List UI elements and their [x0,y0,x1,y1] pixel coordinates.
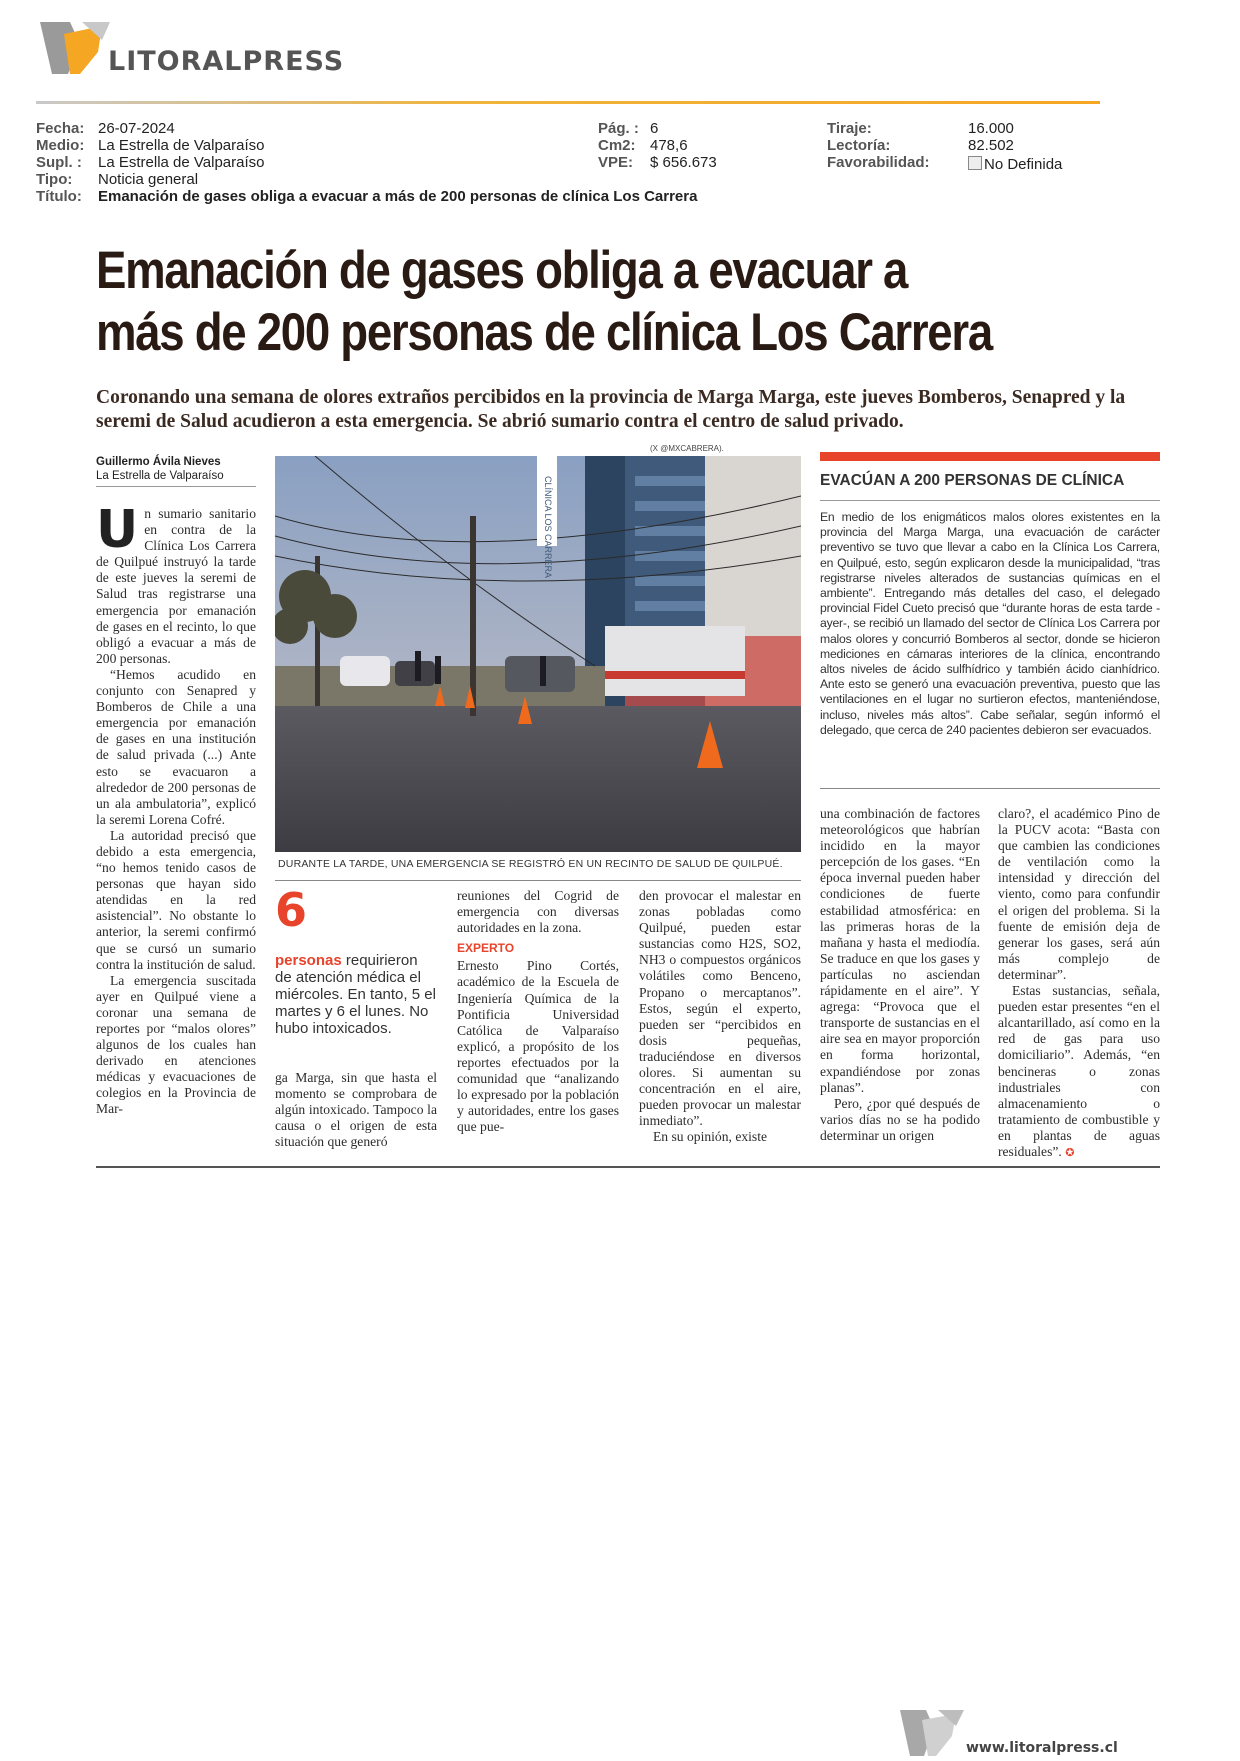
stat-text [275,952,437,1037]
sidebar-title: EVACÚAN A 200 PERSONAS DE CLÍNICA [820,472,1125,489]
byline [96,455,224,483]
medio-label: Medio: [36,137,85,154]
sidebar-text: En medio de los enigmáticos malos olores existentes en la provincia del Marga Marga, una evacuación de carácter preventivo se tuvo que llevar a cabo en la Clínica Los Carrera, en Quilpué, esto, según explicaron desde la municipalidad, “tras registrarse niveles alterados de sustancias químicas en el ambiente”. Entregando más detalles del caso, el delegado provincial Fidel Cueto precisó que “durante horas de esta tarde -ayer-, se recibió un llamado del sector de Clínica Los Carrera por malos olores y concurrió Bomberos al sector, donde se hicieron mediciones en cámaras interiores de la clínica, encontrando altos niveles de ácido sulfhídrico y también ácido cianhídrico. Ante esto se generó una evacuación preventiva, puesto que las ventilaciones en el lugar no surtieron efectos, manteniéndose, incluso, niveles más altos”. Cabe señalar, según informó el delegado, que cerca de 240 pacientes debieron ser evacuados. [820,510,1160,737]
paragraph: ga Marga, sin que hasta el momento se comprobara de algún intoxicado. Tampoco la causa o el origen de esta situación que generó [275,1070,437,1150]
author-outlet: La Estrella de Valparaíso [96,470,224,482]
lectoria-label: Lectoría: [827,137,891,154]
pag-value: 6 [650,120,659,137]
article-column-1 [96,500,256,1118]
footer-logo-mark-icon [900,1710,964,1756]
fecha-label: Fecha: [36,120,85,137]
clinic-emergency-photo [275,456,801,852]
fecha-value: 26-07-2024 [98,120,175,137]
paragraph: La emergencia suscitada ayer en Quilpué viene a coronar una semana de reportes por “malos olores” algunos de los cuales han derivado en atenciones médicas y evacuaciones de colegios en la Provincia de Mar- [96,972,256,1117]
titulo-value: Emanación de gases obliga a evacuar a más de 200 personas de clínica Los Carrera [98,188,698,205]
supl-label: Supl. : [36,154,82,171]
paragraph: den provocar el malestar en zonas pobladas como Quilpué, pueden estar sustancias como H2S, SO2, NH3 o compuestos orgánicos volátiles como Benceno, Propano o mercaptanos”. Estos, según el experto, pueden ser “percibidos en dosis pequeñas, traduciéndose en diversos olores. Si aumentan su concentración en el aire, pueden provocar un malestar inmediato”. [639,888,801,1129]
titulo-label: Título: [36,188,82,205]
paragraph [998,983,1160,1161]
supl-value: La Estrella de Valparaíso [98,154,265,171]
tipo-value: Noticia general [98,171,199,188]
headline-line-2: más de 200 personas de clínica Los Carrera [96,303,992,362]
stat-description: requirieron de atención médica el miércoles. En tanto, 5 el martes y 6 el lunes. No hubo intoxicados. [275,952,436,1037]
paragraph: claro?, el académico Pino de la PUCV acota: “Basta con que cambien las condiciones de ventilación como la intensidad y dirección del viento, como para confundir el origen del problema. Si la fuente de emisión deja de generar los gases, será aún más complejo de determinar”. [998,806,1160,982]
lectoria-value: 82.502 [968,137,1014,154]
expert-label: EXPERTO [457,941,515,956]
article-column-5 [820,806,980,1144]
clinic-sign: CLÍNICA LOS CARRERA [543,476,553,579]
vpe-label: VPE: [598,154,634,171]
pag-label: Pág. : [598,120,639,137]
favorabilidad-checkbox [968,156,982,170]
stat-strong: personas [275,952,342,969]
medio-value: La Estrella de Valparaíso [98,137,265,154]
paragraph: una combinación de factores meteorológicos que habrían incidido en la mayor percepción de los gases. “En época invernal pueden haber condiciones de fuerte estabilidad atmosférica: en las primeras horas de la mañana y hasta el mediodía. Se traduce en que los gases y partículas no asciendan rápidamente en el aire”. Y agrega: “Provoca que el transporte de sustancias en el aire sea en mayor proporción en forma horizontal, expandiéndose por zonas planas”. [820,806,980,1095]
paragraph: n sumario sanitario en contra de la Clínica Los Carrera de Quilpué instruyó la tarde de este jueves la seremi de Salud tras registrarse una emergencia por emanación de gases en el recinto, lo que obligó a evacuar a más de 200 personas. [96,506,256,666]
end-mark-icon: ✪ [1065,1146,1075,1159]
brand-name: LITORALPRESS [108,46,345,77]
sidebar-bottom-divider [820,788,1160,789]
photo-caption: DURANTE LA TARDE, UNA EMERGENCIA SE REGISTRÓ EN UN RECINTO DE SALUD DE QUILPUÉ. [278,858,783,870]
favorabilidad-value: No Definida [984,156,1063,173]
vpe-value: $ 656.673 [650,154,717,171]
header-divider [36,101,1100,104]
cm2-label: Cm2: [598,137,636,154]
sidebar-accent-bar [820,452,1160,461]
article-column-4 [639,888,801,1146]
paragraph: reuniones del Cogrid de emergencia con diversas autoridades en la zona. [457,888,619,936]
paragraph: “Hemos acudido en conjunto con Senapred y Bomberos de Chile a una emergencia por emanación de gases en una institución de salud privada (...) Ante esto se evacuaron a alrededor de 200 personas de un ala ambulatoria”, explicó la seremi Lorena Cofré. [96,666,256,827]
paragraph: La autoridad precisó que debido a esta emergencia, “no hemos tenido casos de personas que hayan sido atendidas en la red asistencial”. No obstante lo anterior, la seremi confirmó que se cursó un sumario contra la institución de salud. [96,827,256,972]
sidebar-divider [820,500,1160,501]
stat-number: 6 [275,883,308,937]
article-headline [96,240,1008,364]
paragraph-text: Estas sustancias, señala, pueden estar presentes “en el alcantarillado, así como en la red de gas para uso domiciliario”. Además, “en bencineras o zonas industriales con almacenamiento o tratamiento de combustible y en plantas de aguas residuales”. [998,983,1160,1159]
dropcap: U [96,500,139,560]
cm2-value: 478,6 [650,137,688,154]
litoralpress-logo-mark-icon [40,22,110,74]
article-column-2 [275,1070,437,1150]
footer-url[interactable]: www.litoralpress.cl [966,1740,1118,1756]
article-column-3 [457,888,619,1135]
tiraje-label: Tiraje: [827,120,872,137]
article-bottom-divider [96,1166,1160,1168]
byline-divider [96,486,256,487]
paragraph: En su opinión, existe [653,1129,768,1145]
article-column-6 [998,806,1160,1161]
tiraje-value: 16.000 [968,120,1014,137]
paragraph: Pero, ¿por qué después de varios días no se ha podido determinar un origen [820,1095,980,1143]
article-deck: Coronando una semana de olores extraños percibidos en la provincia de Marga Marga, este jueves Bomberos, Senapred y la seremi de Salud acudieron a esta emergencia. Se abrió sumario contra el centro de salud privado. [96,387,1126,432]
caption-divider [275,880,801,881]
author-name: Guillermo Ávila Nieves [96,456,221,468]
headline-line-1: Emanación de gases obliga a evacuar a [96,241,908,300]
paragraph: Ernesto Pino Cortés, académico de la Escuela de Ingeniería Química de la Pontificia Universidad Católica de Valparaíso explicó, a propósito de los reportes efectuados por la comunidad que “analizando lo expresado por la población y autoridades, entre los gases que pue- [457,958,619,1135]
tipo-label: Tipo: [36,171,73,188]
favorabilidad-label: Favorabilidad: [827,154,930,171]
photo-credit: (X @MXCABRERA). [650,444,724,453]
